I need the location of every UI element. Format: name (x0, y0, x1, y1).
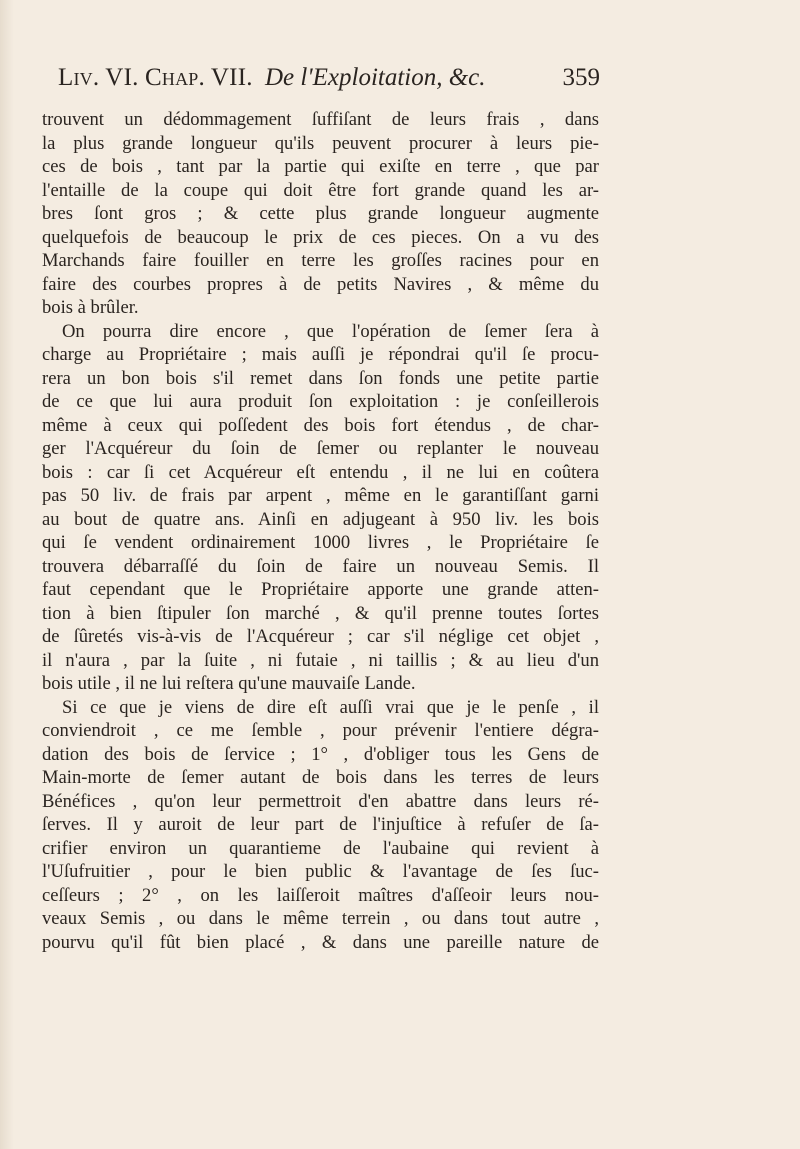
running-head: Liv. VI. Chap. VII. (58, 64, 253, 91)
paragraph (42, 696, 599, 955)
text-line: trouvera débarraſſé du ſoin de faire un nouveau Semis. Il (42, 555, 599, 577)
text-line: pourvu qu'il fût bien placé , & dans une pareille nature de (42, 931, 599, 953)
text-line: qui ſe vendent ordinairement 1000 livres , le Propriétaire ſe (42, 532, 599, 553)
text-line: Marchands faire fouiller en terre les groſſes racines pour en (42, 250, 599, 271)
text-line: trouvent un dédommagement ſuffiſant de leurs frais , dans (42, 109, 599, 130)
text-line: rera un bon bois s'il remet dans ſon fonds une petite partie (42, 367, 599, 389)
text-line: l'entaille de la coupe qui doit être fort grande quand les ar- (42, 179, 599, 201)
text-line: même à ceux qui poſſedent des bois fort étendus , de char- (42, 414, 599, 436)
text-line: ceſſeurs ; 2° , on les laiſſeroit maîtres d'aſſeoir leurs nou- (42, 884, 599, 906)
text-line: Bénéfices , qu'on leur permettroit d'en abattre dans leurs ré- (42, 790, 599, 812)
page-header (58, 64, 600, 98)
text-line: bois à brûler. (42, 297, 139, 318)
text-line: de ce que lui aura produit ſon exploitation : je conſeillerois (42, 391, 599, 412)
text-line: l'Uſufruitier , pour le bien public & l'avantage de ſes ſuc- (42, 861, 599, 882)
chapter-title: De l'Exploitation, &c. (264, 64, 486, 91)
text-line: crifier environ un quarantieme de l'aubaine qui revient à (42, 837, 599, 859)
page-number: 359 (562, 64, 600, 91)
text-line: faire des courbes propres à de petits Navires , & même du (42, 273, 599, 295)
text-line: tion à bien ſtipuler ſon marché , & qu'il prenne toutes ſortes (42, 602, 599, 624)
text-line: bois : car ſi cet Acquéreur eſt entendu , il ne lui en coûtera (42, 461, 599, 483)
text-line: ger l'Acquéreur du ſoin de ſemer ou replanter le nouveau (42, 438, 599, 459)
page-binding-shadow (0, 0, 14, 1149)
page-body-text (42, 108, 599, 954)
text-line: conviendroit , ce me ſemble , pour prévenir l'entiere dégra- (42, 720, 599, 741)
text-line: dation des bois de ſervice ; 1° , d'obliger tous les Gens de (42, 743, 599, 765)
text-line: Si ce que je viens de dire eſt auſſi vrai que je le penſe , il (62, 696, 599, 718)
text-line: il n'aura , par la ſuite , ni futaie , ni taillis ; & au lieu d'un (42, 649, 599, 671)
paragraph (42, 108, 599, 320)
text-line: On pourra dire encore , que l'opération de ſemer ſera à (62, 320, 599, 342)
text-line: la plus grande longueur qu'ils peuvent procurer à leurs pie- (42, 132, 599, 154)
paragraph (42, 320, 599, 696)
text-line: faut cependant que le Propriétaire apporte une grande atten- (42, 579, 599, 600)
text-line: bres ſont gros ; & cette plus grande longueur augmente (42, 203, 599, 224)
text-line: Main-morte de ſemer autant de bois dans les terres de leurs (42, 767, 599, 788)
text-line: bois utile , il ne lui reſtera qu'une mauvaiſe Lande. (42, 673, 416, 694)
text-line: au bout de quatre ans. Ainſi en adjugeant à 950 liv. les bois (42, 508, 599, 530)
text-line: pas 50 liv. de frais par arpent , même en le garantiſſant garni (42, 485, 599, 506)
text-line: charge au Propriétaire ; mais auſſi je répondrai qu'il ſe procu- (42, 344, 599, 365)
text-line: ſerves. Il y auroit de leur part de l'injuſtice à refuſer de ſa- (42, 814, 599, 835)
text-line: de ſûretés vis-à-vis de l'Acquéreur ; car s'il néglige cet objet , (42, 626, 599, 647)
text-line: veaux Semis , ou dans le même terrein , ou dans tout autre , (42, 908, 599, 929)
text-line: quelquefois de beaucoup le prix de ces pieces. On a vu des (42, 226, 599, 248)
text-line: ces de bois , tant par la partie qui exiſte en terre , que par (42, 156, 599, 177)
